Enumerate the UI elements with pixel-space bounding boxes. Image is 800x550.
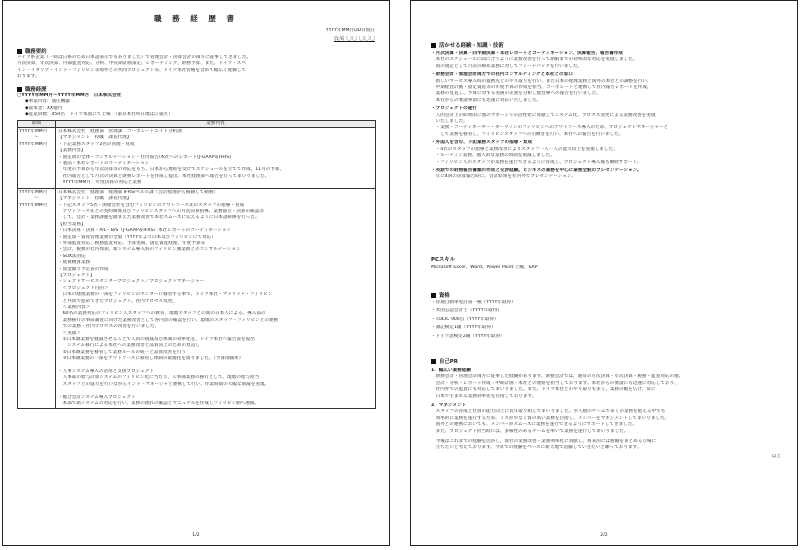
period-end: YYYY年MM月: [19, 141, 48, 147]
row-line: ＜業務内容＞: [58, 305, 91, 310]
strength-item: [431, 51, 781, 70]
row-line: ・総合会計システム導入プロジェクト: [58, 394, 136, 400]
row-line: と共同で進めてきたプロジェクト。社内プロセス変更。: [58, 298, 177, 304]
summary-section: [17, 47, 375, 81]
pr-line: 日本で生まれる業務効率化を目指しております。: [431, 393, 537, 399]
row-line: ・固定資・資産管理業務の全般（YYYY年より日本及びフィリピンにて対応）: [58, 234, 216, 240]
row-line: 60名の業務対応のフィリピン人スタッフへの教育、現地スタッフとの間の日本人による、導入前の: [58, 311, 266, 317]
strengths-heading: 活かせる経験・知識・技術: [439, 43, 504, 49]
self-pr-heading: 自己PR: [439, 359, 458, 365]
page-number: 1/2: [192, 533, 200, 538]
period-cell: [18, 128, 56, 189]
row-line: ・製品・本社レポートのコーディネーション: [58, 161, 150, 167]
history-section: [17, 85, 375, 409]
pr-closing-line: 今後はこれまでの経験を活かし、貴社の業務改善・業務効率化に貢献し、将来的には組織をまとめる立場に: [431, 439, 657, 445]
row-line: ③日本側業務の一部をアウトソースに移管し体制の最適化を図りました。（予算削減率）: [58, 356, 244, 362]
qualification-item: ・ドイツ語検定2級（YYYY年取得）: [431, 333, 505, 339]
content-cell: [56, 188, 376, 409]
period-end: YYYY年MM月: [19, 202, 48, 208]
period-separator: 〜: [34, 135, 39, 141]
page-number: 2/2: [600, 533, 608, 538]
row-line: ①日本側業務を軽減させることで人員の削減及び体制の効率化を、ドイツ本社へ報告書を提出: [58, 337, 255, 343]
history-table: [17, 120, 376, 410]
col-header-content: 業務内容: [56, 120, 376, 127]
history-heading: 職務経歴: [25, 87, 47, 93]
company-line: □YYYY年MM月〜YYYY年MM月 日本株式会社: [17, 93, 122, 98]
row-line: 【マネジメント 役職 課長代理】: [58, 135, 132, 141]
resume-page-2: [410, 0, 798, 546]
strength-item: [431, 140, 781, 166]
summary-line: ドイツ系企業（一時は日系のため日本語表示でもありました）で管理会計・決算会計の両方に従事してきました。: [17, 55, 252, 60]
col-header-period: 期間: [18, 120, 56, 127]
company-detail: ◆事業内容：油圧機器: [25, 99, 70, 105]
summary-line: イン・イタリア・インド・フィリピン等海外との共同プロジェクト等、ドイツ本社管轄を含めて幅広く経験して: [17, 67, 247, 73]
strength-item-head: ・プロジェクトの遂行: [431, 106, 477, 112]
qualification-item: ・普通自動車免許第一種（YYYY年取得）: [431, 300, 516, 305]
strength-line: ・業務・コーディネーター・ダーウィンのフィリピンへのアウトソース導入のため、プロジェクトマネージャーと: [431, 125, 669, 131]
pc-skills-heading: PCスキル: [431, 257, 456, 263]
qualifications-section: [431, 291, 781, 340]
pr-line: 社内外での監査にも対応してまいりました。また、ドイツ本社とのやり取りも多く、業務の幅を広げ、常に: [431, 387, 656, 393]
strength-line: 本社からの要請事項にも迅速に対応いたしました。: [431, 97, 542, 103]
row-line: ＜実績＞: [58, 330, 81, 336]
row-line: での業務・社内プロセスの改善を行いました。: [58, 324, 160, 330]
strength-line: ・4名のスタッフの指導と業務改善によりスタッフ一人一人の能力向上を実現しました。: [431, 146, 618, 152]
pr-line: また、プロジェクト担当時には、多様性のあるチームを率いて業務を遂行してまいりました。: [431, 428, 629, 434]
strength-line: ・フィリピン人のスタッフが業務を遂行できるように育成し、プロジェクト導入後も継続サポート。: [431, 159, 642, 165]
qualification-item: ・簿記検定1級（YYYY年取得）: [431, 325, 496, 331]
row-line: 業務移行の事前調査に向けた業務改善として各内容の確認を行い、現地のスタッフ・フィリピンとの連携: [58, 317, 279, 323]
heading-marker-icon: [431, 359, 436, 364]
strength-line: 年に4回の決算報告時に、会計結果を社内外でプレゼンテーション。: [431, 174, 576, 180]
period-start: YYYY年MM月: [19, 189, 48, 195]
period-start: YYYY年MM月: [19, 129, 48, 135]
content-cell: [56, 128, 376, 189]
row-line: ・外部監査対応、税務監査対応、予算実績、固定資産経理、年度予算等: [58, 240, 206, 246]
row-line: ・シェアドサービスセンタープロジェクト／プロジェクトマネージャー: [58, 279, 205, 285]
strength-line: して業務を移管し、フィリピンスタッフへの引継ぎを行い、本社への報告を行いました。: [431, 131, 624, 137]
row-line: 年度の予算から年次決算等の対応をもち、日本から連結を受けてスケジュールを立てて作成、11月の予算、: [58, 167, 285, 173]
date-line: YYYY年MM月DD日現在: [325, 28, 375, 33]
pc-skills-text: Microsoft Excel、Word、Power Point 上級、SAP: [431, 265, 538, 270]
strength-line: 中期経営計画・固定資産等の年度予算の作成を担当。コーポレートと連携して社内報告レポートを作成、: [431, 85, 652, 91]
strength-line: 国の規定として月次の締め業務に対してフィードバックを行いました。: [431, 63, 583, 69]
strength-line: いたしました。: [431, 119, 468, 125]
pr-subsection-title: 2．マネジメント: [431, 403, 467, 409]
row-line: 【業務内容】: [58, 148, 86, 154]
row-line: アウトソース先との契約関係及びフィリピンスタッフへの月次決算指導、業務報告・決算の確認等: [58, 208, 264, 214]
row-line: ＜プロジェクト目的＞: [58, 285, 109, 291]
period-separator: 〜: [34, 196, 39, 202]
row-line: ・固定費の全体・コンサルテーション・社内報告/本社へのレポート(J-GAAP＆IFRS): [58, 154, 231, 160]
self-pr-section: [431, 357, 781, 460]
qualifications-heading: 資格: [439, 293, 450, 299]
strength-item: [431, 168, 781, 181]
pr-subsection: [431, 403, 781, 435]
heading-marker-icon: [17, 87, 22, 92]
row-line: 日本株式会社 経理部 経理部 IFRS/ベルル課（会計経理から移籍して動務）: [58, 189, 219, 195]
row-line: 【マネジメント 役職 課長代理】: [58, 196, 132, 202]
strength-item-head: ・財務会計・管理会計両方での社内コンサルティングと本社との窓口: [431, 72, 573, 78]
heading-marker-icon: [431, 43, 436, 48]
row-line: 本部で新システムの対応を行い、業務の流れの確認とマニュアルを作成しフィリピン側へ展開。: [58, 401, 260, 407]
summary-heading: 職務要約: [25, 49, 47, 55]
table-row: [18, 128, 376, 189]
strength-line: ・ルーティン業務、個人的な業務の時間を削減しました。: [431, 153, 555, 159]
company-detail: ◆資本金：XX億円: [25, 105, 63, 111]
pr-line: スタッフの育成と社員の能力向上に長年取り組んでまいりました。少人数のチームで多くの業務を抱える中でも: [431, 409, 666, 415]
pc-skills-section: [431, 255, 781, 271]
strength-line: 業務の見直し、予算に対する実績の差異を分析し経営陣への報告を行いました。: [431, 91, 601, 97]
row-line: ・下記スタッフ5名・関連会社を含むフィリピンのアウトソース先のスタッフの指導・育成: [58, 202, 245, 208]
pr-line: 会計・分析・レポート作成・中期計画・本社との連絡を担当しております。本社からの要請にも迅速に対応しており、: [431, 380, 679, 386]
row-line: 日本の経理業務の一部をフィリピンのセンターに移管する事で、ドイツ本社・マドリッド・フィリピン: [58, 292, 273, 298]
row-line: ・人事システム導入の活用と支援プロジェクト: [58, 369, 154, 375]
row-line: 【プロジェクト】: [58, 272, 95, 278]
company-detail: ◆従業員数：450名 ドイツ本国にて上場 （東京本社所在地は江東区）: [25, 112, 173, 118]
row-line: 日本株式会社 経理部 管理課 コーポレートエイト分析課: [58, 129, 182, 135]
strength-item: [431, 106, 781, 138]
row-line: ・資金繰り予定表の作成: [58, 266, 109, 272]
strength-line: 本社のスケジュールに間に合うように業務改善を行って期限までの効率的な対応を実現しました。: [431, 57, 638, 63]
strength-item-head: ・英語での財務報告書類の作成と交渉経験。ビジネスの業務を中心に業務全般のプレゼンテーション。: [431, 167, 642, 173]
row-line: システム移行による本社への業務改善と品質向上のための見直し: [58, 343, 200, 349]
summary-line: おります。: [17, 74, 40, 80]
pr-closing: [431, 439, 781, 452]
qualification-item: ・米国公認会計士（YYYY年取得）: [431, 308, 502, 314]
closing-ijou: 以上: [771, 453, 781, 459]
row-line: ②日本側業務を移管して業務ルールの統一と品質改善を行う: [58, 349, 187, 355]
summary-line: 月次決算、年次決算、内部監査対応、分析、中長期計画策定、レポーティング、財務予算、また、ドイツ・スペ: [17, 61, 246, 67]
row-line: 社内報告として月次の決算と財務レポートを作成し提出、本社経理部へ報告を行ってまいりました。: [58, 173, 270, 179]
row-line: して、会計・業務課題を踏まえた業務改善で本社スムーズに伝えるように日本語研修を行った。: [58, 215, 260, 221]
name-line: 氏名 〇〇 〇〇〇: [333, 36, 375, 42]
table-header-row: [18, 120, 376, 127]
heading-marker-icon: [17, 49, 22, 54]
row-line: ・SOX法対応: [58, 253, 86, 259]
table-row: [18, 188, 376, 409]
strength-item-head: ・外国人を含む、下記業務スタッフの指導・育成: [431, 140, 533, 146]
pr-closing-line: 立ちたいと考えております。今までの経験をベースに新天地で活躍していきたいと願っております。: [431, 445, 642, 451]
pr-line: 国外との連携においても、メンバーがスムーズに業務を遂行できるようにサポートしてきました。: [431, 422, 637, 428]
strengths-section: [431, 41, 781, 181]
heading-marker-icon: [431, 293, 436, 298]
pr-line: 効率的に業務を遂行するため、ミスが少なく質の高い業務を目指し、メンバーをマネジメントしてまいりました。: [431, 415, 670, 421]
row-line: 【担当業務】: [58, 221, 86, 227]
pr-line: 財務会計・管理会計両方に従事した経験があります。財務会計では、通常の月次決算・年次決算・税務・監査対応の他、: [431, 374, 684, 380]
resume-page-1: [2, 0, 390, 546]
pr-subsection: [431, 368, 781, 400]
row-line: ・日本決算・決算・P/L・B/S（J-GAAP＆IFRS）本社レポートのコーディネーション: [58, 228, 232, 234]
period-cell: [18, 188, 56, 409]
row-line: スタッフとの協力を行いながらインド・マネージャと連携して行い、作業時間の大幅な削減を実現。: [58, 381, 270, 387]
qualification-item: ・TOEIC 900点（YYYY年取得）: [431, 316, 499, 322]
strength-line: 新しいサービス導入時の提携先とのやり取りを行い、また日本の経理業務と国外の本社との調整を行い、: [431, 78, 652, 84]
row-line: 人事部の給与計算システムのフィリピン化に当たり、人事部業務の移行として、現地の給与担当: [58, 375, 260, 381]
strength-item: [431, 72, 781, 104]
strength-item-head: ・月次決算・決算・四半期決算・本社レポートとコーディネーション、決算報告、報告書作成: [431, 51, 624, 56]
row-line: YYYY年MM月 年度決算の対応と業務: [58, 180, 142, 186]
row-line: ・経費精算業務: [58, 260, 91, 266]
document-title: 職 務 経 歴 書: [154, 14, 238, 23]
row-line: ・会計、税務の社内周知、新システム導入時のフィリピン側業務とのコンサルテーション: [58, 247, 241, 253]
pr-subsection-title: 1．幅広い業務経験: [431, 368, 471, 373]
row-line: ・下記業務スタッフ2名の管理・育成: [58, 141, 135, 147]
strength-line: 人的会計上の結果的に他のマネージャの活性化に貢献してシステム化、プロセス変更による業務改善を実現: [431, 112, 656, 118]
